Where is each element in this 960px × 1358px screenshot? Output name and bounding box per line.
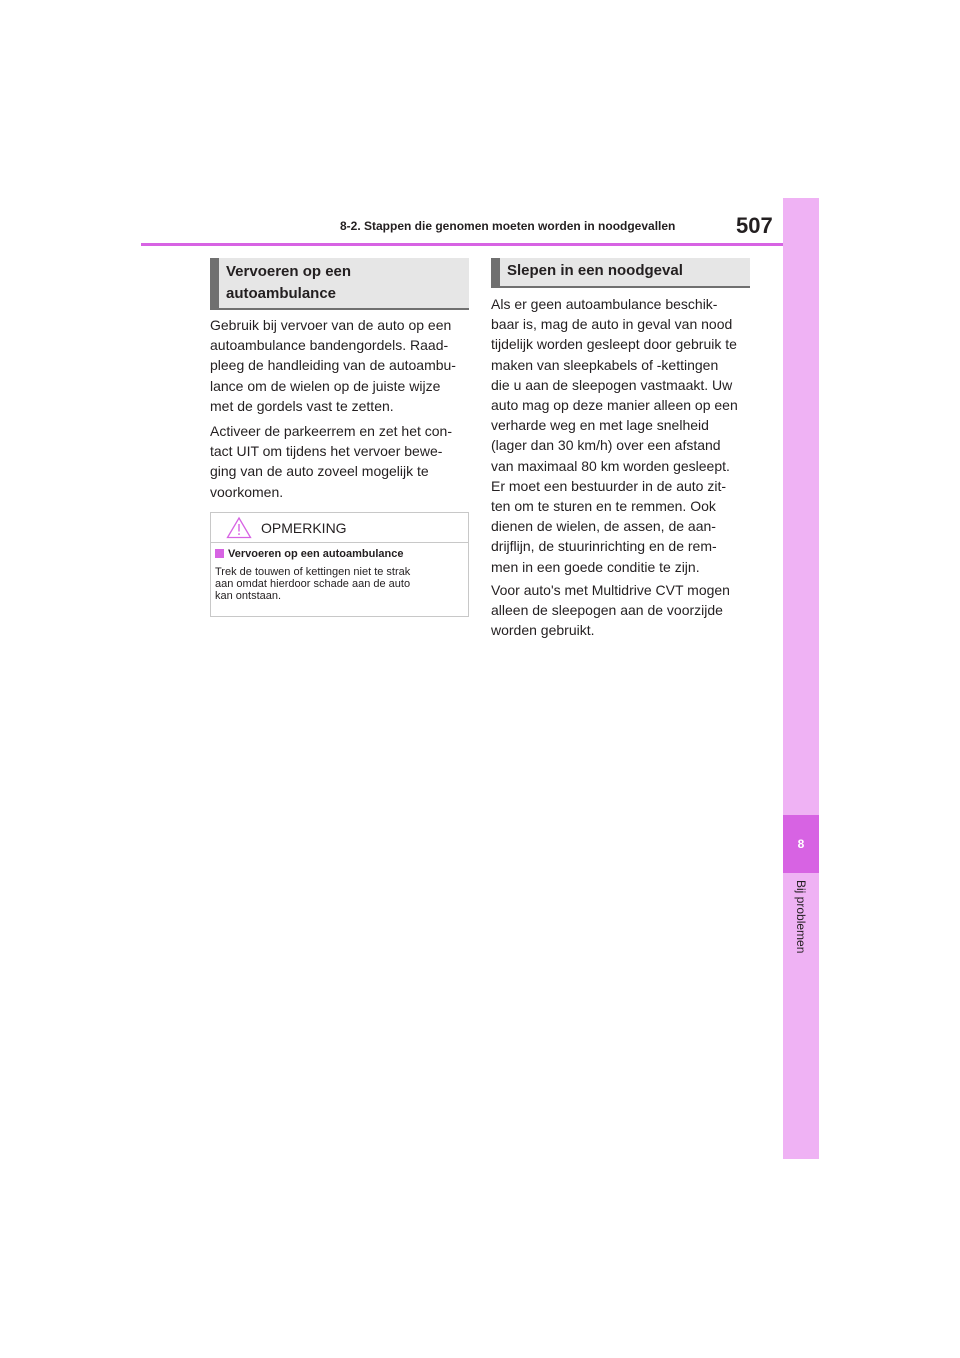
text-line: Activeer de parkeerrem en zet het con- [210, 423, 453, 439]
text-line: men in een goede conditie te zijn. [491, 558, 700, 575]
text-line: voorkomen. [210, 483, 284, 500]
text-line: verharde weg en met lage snelheid [491, 417, 709, 434]
text-line: Als er geen autoambulance beschik- [491, 296, 718, 312]
warning-triangle-icon [226, 516, 252, 539]
text-line: kan ontstaan. [215, 590, 282, 602]
text-line: ging van de auto zoveel mogelijk te [210, 463, 429, 480]
chapter-title: Bij problemen [794, 880, 808, 954]
heading-vervoeren-line1: Vervoeren op een [226, 263, 352, 280]
text-line: Trek de touwen of kettingen niet te strak [215, 566, 411, 578]
note-box [210, 512, 469, 617]
text-line: tijdelijk worden gesleept door gebruik te [491, 336, 737, 353]
note-subheading-text: Vervoeren op een autoambulance [228, 548, 404, 560]
text-line: lance om de wielen op de juiste wijze [210, 377, 441, 394]
text-line: aan omdat hierdoor schade aan de auto [215, 578, 411, 590]
text-line: Er moet een bestuurder in de auto zit- [491, 477, 727, 494]
chapter-side-tab [783, 198, 819, 1159]
section-title: 8-2. Stappen die genomen moeten worden in noodgevallen [340, 219, 676, 233]
note-text [215, 566, 465, 602]
chapter-number: 8 [797, 837, 805, 851]
text-line: baar is, mag de auto in geval van nood [491, 316, 733, 333]
header-divider [141, 243, 783, 246]
text-line: drijflijn, de stuurinrichting en de rem- [491, 538, 717, 555]
text-line: autoambulance bandengordels. Raad- [210, 337, 449, 354]
text-line: die u aan de sleepogen vastmaakt. Uw [491, 376, 733, 393]
text-line: dienen de wielen, de assen, de aan- [491, 518, 716, 535]
heading-slepen: Slepen in een noodgeval [491, 258, 750, 288]
page-number: 507 [736, 213, 773, 238]
text-line: ten om te sturen en te remmen. Ook [491, 498, 716, 515]
text-line: worden gebruikt. [491, 622, 595, 639]
chapter-title-tab [783, 880, 819, 970]
square-bullet-icon [215, 549, 224, 558]
paragraph-parkeerrem [210, 421, 472, 502]
heading-vervoeren [210, 258, 469, 310]
note-subheading [215, 548, 403, 560]
text-line: maken van sleepkabels of -kettingen [491, 356, 719, 373]
text-line: tact UIT om tijdens het vervoer bewe- [210, 443, 443, 460]
paragraph-slepen [491, 294, 753, 577]
text-line: van maximaal 80 km worden gesleept. [491, 457, 730, 474]
text-line: (lager dan 30 km/h) over een afstand [491, 437, 721, 454]
text-line: Gebruik bij vervoer van de auto op een [210, 317, 452, 333]
chapter-number-tab [783, 815, 819, 873]
heading-vervoeren-line2: autoambulance [226, 285, 337, 302]
text-line: auto mag op deze manier alleen op een [491, 397, 738, 414]
note-header [211, 513, 468, 543]
note-title: OPMERKING [261, 520, 347, 536]
text-line: pleeg de handleiding van de autoambu- [210, 357, 456, 374]
paragraph-multidrive [491, 580, 753, 641]
text-line: Voor auto's met Multidrive CVT mogen [491, 582, 730, 598]
text-line: alleen de sleepogen aan de voorzijde [491, 602, 723, 619]
text-line: met de gordels vast te zetten. [210, 397, 394, 414]
paragraph-bandengordels [210, 315, 472, 416]
